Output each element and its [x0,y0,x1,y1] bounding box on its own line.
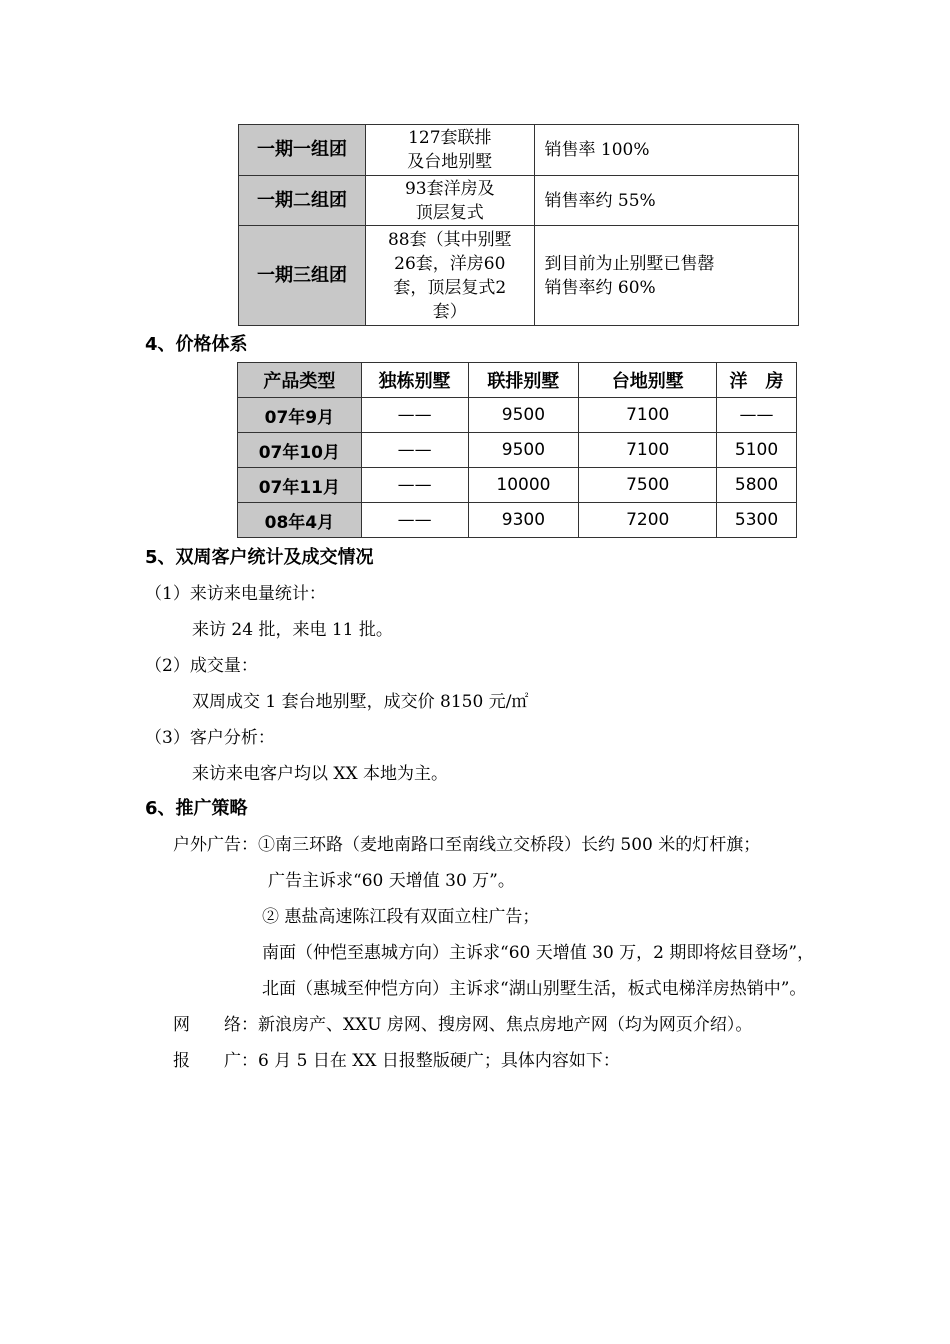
table-row [239,125,799,176]
item-3-label: （3）客户分析： [145,728,275,748]
section-6-heading: 6、推广策略 [145,798,248,819]
table-cell: —— [717,398,797,433]
outdoor-ad-line: ② 惠盐高速陈江段有双面立柱广告； [262,907,540,927]
phase-units [366,226,534,326]
phase-name: 一期三组团 [239,226,366,326]
status-line: 销售率约 55% [544,190,656,211]
table-cell: 9500 [468,398,579,433]
row-label: 07年10月 [238,433,362,468]
column-header: 洋 房 [717,363,797,398]
table-row [239,176,799,226]
section-5-heading: 5、双周客户统计及成交情况 [145,547,374,568]
table-cell: —— [361,433,468,468]
phase-units [366,176,534,226]
units-line: 127套联排 [408,128,492,148]
units-line: 88套（其中别墅 [387,229,512,250]
item-2-text: 双周成交 1 套台地别墅，成交价 8150 元/㎡ [192,692,529,712]
outdoor-ad-line: 广告主诉求“60 天增值 30 万”。 [268,871,515,891]
item-1-label: （1）来访来电量统计： [145,584,326,604]
units-line: 93套洋房及 [404,178,495,199]
outdoor-ad-line: 南面（仲恺至惠城方向）主诉求“60 天增值 30 万，2 期即将炫目登场”， [262,943,815,963]
table-cell: —— [361,398,468,433]
table-cell: 7500 [579,468,717,503]
item-2-label: （2）成交量： [145,656,258,676]
phase-name: 一期二组团 [239,176,366,226]
table-cell: 9500 [468,433,579,468]
phase-status [534,226,799,326]
table-cell: —— [361,468,468,503]
phase-units [366,125,534,176]
section-4-heading: 4、价格体系 [145,334,248,355]
table-cell: 7100 [579,433,717,468]
status-line: 销售率约 60% [544,277,656,298]
units-line: 顶层复式 [415,202,484,223]
newspaper-ad-line: 报 广：6 月 5 日在 XX 日报整版硬广；具体内容如下： [173,1051,620,1071]
table-row [238,433,797,468]
phase-status [534,125,799,176]
column-header: 产品类型 [238,363,362,398]
outdoor-ad-line: 户外广告：①南三环路（麦地南路口至南线立交桥段）长约 500 米的灯杆旗； [173,835,761,855]
table-cell: 5100 [717,433,797,468]
row-label: 08年4月 [238,503,362,538]
table-row [238,503,797,538]
table-cell: —— [361,503,468,538]
phase-name: 一期一组团 [239,125,366,176]
status-line: 销售率 100% [544,140,650,160]
status-line: 到目前为止别墅已售罄 [544,253,715,274]
row-label: 07年11月 [238,468,362,503]
table-cell: 9300 [468,503,579,538]
network-ad-line: 网 络：新浪房产、XXU 房网、搜房网、焦点房地产网（均为网页介绍）。 [173,1015,753,1035]
outdoor-ad-line: 北面（惠城至仲恺方向）主诉求“湖山别墅生活，板式电梯洋房热销中”。 [262,979,807,999]
units-line: 套） [432,301,467,322]
units-line: 及台地别墅 [407,152,493,172]
phase-status [534,176,799,226]
column-header: 独栋别墅 [361,363,468,398]
row-label: 07年9月 [238,398,362,433]
item-1-text: 来访 24 批，来电 11 批。 [192,620,393,640]
table-cell: 7200 [579,503,717,538]
table-cell: 5800 [717,468,797,503]
column-header: 台地别墅 [579,363,717,398]
table-cell: 7100 [579,398,717,433]
phase-sales-table [238,124,799,326]
column-header: 联排别墅 [468,363,579,398]
price-table [237,362,797,538]
table-cell: 5300 [717,503,797,538]
units-line: 26套，洋房60 [394,253,506,274]
table-row [238,398,797,433]
table-row [238,468,797,503]
table-header-row [238,363,797,398]
units-line: 套，顶层复式2 [393,277,507,298]
item-3-text: 来访来电客户均以 XX 本地为主。 [192,764,449,784]
table-row [239,226,799,326]
table-cell: 10000 [468,468,579,503]
